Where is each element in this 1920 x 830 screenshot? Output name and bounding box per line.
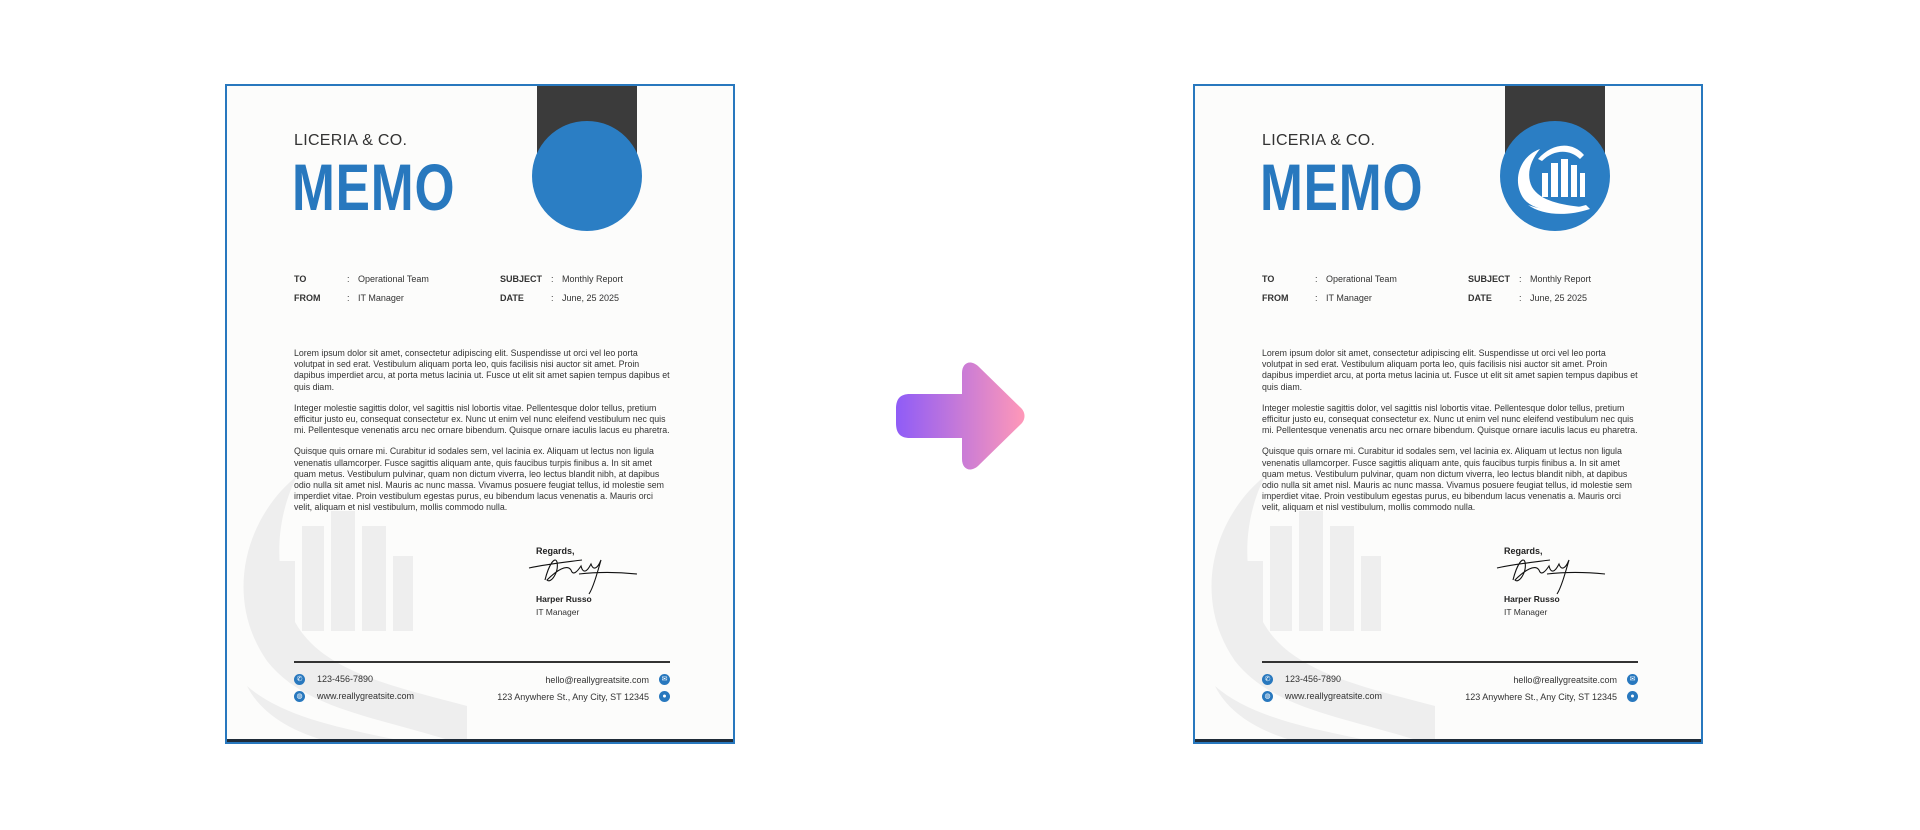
meta-value: June, 25 2025 — [1530, 293, 1588, 303]
footer-phone: 123-456-7890 — [317, 674, 374, 684]
meta-label: TO — [1262, 274, 1275, 284]
footer-divider — [1262, 661, 1638, 663]
bottom-rule — [227, 739, 733, 742]
memo-document-before — [225, 84, 735, 744]
footer-address: 123 Anywhere St., Any City, ST 12345 — [1465, 692, 1617, 702]
bottom-rule — [1195, 739, 1701, 742]
arrow-right-icon — [892, 357, 1028, 475]
meta-separator: : — [551, 293, 554, 303]
signer-name: Harper Russo — [536, 594, 592, 604]
meta-value: IT Manager — [1326, 293, 1372, 303]
memo-body — [294, 348, 670, 524]
memo-body — [1262, 348, 1638, 524]
body-paragraph: Integer molestie sagittis dolor, vel sagittis nisl lobortis vitae. Pellentesque dolor tellus, pretium efficitur justo eu, consequat consectetur ex. Nunc ut enim vel nunc eleifend vestibulum nec quis mi. Pellentesque venenatis arcu nec ornare bibendum. Quisque ornare iaculis lacus eu pharetra. — [294, 402, 670, 436]
meta-value: Monthly Report — [1530, 274, 1592, 284]
memo-title: MEMO — [1260, 150, 1424, 224]
footer-email[interactable]: hello@reallygreatsite.com — [1513, 675, 1617, 685]
meta-label: DATE — [1468, 293, 1492, 303]
meta-value: June, 25 2025 — [562, 293, 620, 303]
meta-value: Operational Team — [1326, 274, 1397, 284]
logo-badge-empty — [532, 121, 642, 231]
meta-separator: : — [347, 293, 350, 303]
meta-label: FROM — [294, 293, 321, 303]
body-paragraph: Quisque quis ornare mi. Curabitur id sodales sem, vel lacinia ex. Aliquam ut lectus non ligula venenatis ullamcorper. Fusce sagittis aliquam ante, quis faucibus turpis finibus a. In sit amet quam metus. Vestibulum pulvinar, quam non dictum viverra, leo lectus blandit nibh, at dapibus odio nulla sit amet nisl. Mauris ac nunc massa. Vivamus posuere feugiat tellus, id molestie sem imperdiet vitae. Proin vestibulum egestas purus, eu bibendum lacus venenatis a. Mauris orci velit, aliquam et nisl vestibulum, mollis commodo nulla. — [294, 446, 664, 513]
meta-separator: : — [1315, 274, 1318, 284]
body-paragraph: Quisque quis ornare mi. Curabitur id sodales sem, vel lacinia ex. Aliquam ut lectus non ligula venenatis ullamcorper. Fusce sagittis aliquam ante, quis faucibus turpis finibus a. In sit amet quam metus. Vestibulum pulvinar, quam non dictum viverra, leo lectus blandit nibh, at dapibus odio nulla sit amet nisl. Mauris ac nunc massa. Vivamus posuere feugiat tellus, id molestie sem imperdiet vitae. Proin vestibulum egestas purus, eu bibendum lacus venenatis a. Mauris orci velit, aliquam et nisl vestibulum, mollis commodo nulla. — [1262, 446, 1632, 513]
signature-image — [1495, 550, 1607, 596]
signature-image — [527, 550, 639, 596]
meta-label: SUBJECT — [500, 274, 543, 284]
footer-website[interactable]: www.reallygreatsite.com — [317, 691, 415, 701]
body-paragraph: Integer molestie sagittis dolor, vel sagittis nisl lobortis vitae. Pellentesque dolor tellus, pretium efficitur justo eu, consequat consectetur ex. Nunc ut enim vel nunc eleifend vestibulum nec quis mi. Pellentesque venenatis arcu nec ornare bibendum. Quisque ornare iaculis lacus eu pharetra. — [1262, 402, 1638, 436]
meta-value: Monthly Report — [562, 274, 624, 284]
company-name: LICERIA & CO. — [294, 132, 408, 149]
company-name: LICERIA & CO. — [1262, 132, 1376, 149]
regards-label: Regards, — [1504, 546, 1543, 556]
meta-separator: : — [1519, 293, 1522, 303]
regards-label: Regards, — [536, 546, 575, 556]
meta-label: TO — [294, 274, 307, 284]
signer-role: IT Manager — [536, 607, 580, 617]
meta-value: Operational Team — [358, 274, 429, 284]
globe-icon: ◍ — [294, 691, 305, 702]
memo-title: MEMO — [292, 150, 456, 224]
meta-separator: : — [1519, 274, 1522, 284]
map-pin-icon: ● — [659, 691, 670, 702]
phone-icon: ✆ — [294, 674, 305, 685]
envelope-icon: ✉ — [1627, 674, 1638, 685]
meta-label: FROM — [1262, 293, 1289, 303]
body-paragraph: Lorem ipsum dolor sit amet, consectetur adipiscing elit. Suspendisse ut orci vel leo porta volutpat in sed erat. Vestibulum aliquam porta leo, quis facilisis nisi auctor sit amet. Proin dapibus imperdiet arcu, at porta metus lacinia ut. Fusce ut elit sit amet sapien tempus dapibus et quis diam. — [1262, 348, 1638, 392]
body-paragraph: Lorem ipsum dolor sit amet, consectetur adipiscing elit. Suspendisse ut orci vel leo porta volutpat in sed erat. Vestibulum aliquam porta leo, quis facilisis nisi auctor sit amet. Proin dapibus imperdiet arcu, at porta metus lacinia ut. Fusce ut elit sit amet sapien tempus dapibus et quis diam. — [294, 348, 670, 392]
memo-document-after — [1193, 84, 1703, 744]
meta-separator: : — [551, 274, 554, 284]
meta-label: SUBJECT — [1468, 274, 1511, 284]
meta-label: DATE — [500, 293, 524, 303]
meta-separator: : — [347, 274, 350, 284]
building-logo — [1500, 121, 1610, 231]
meta-separator: : — [1315, 293, 1318, 303]
footer-website[interactable]: www.reallygreatsite.com — [1285, 691, 1383, 701]
signer-name: Harper Russo — [1504, 594, 1560, 604]
envelope-icon: ✉ — [659, 674, 670, 685]
footer-email[interactable]: hello@reallygreatsite.com — [545, 675, 649, 685]
signer-role: IT Manager — [1504, 607, 1548, 617]
footer-divider — [294, 661, 670, 663]
phone-icon: ✆ — [1262, 674, 1273, 685]
globe-icon: ◍ — [1262, 691, 1273, 702]
map-pin-icon: ● — [1627, 691, 1638, 702]
footer-address: 123 Anywhere St., Any City, ST 12345 — [497, 692, 649, 702]
meta-value: IT Manager — [358, 293, 404, 303]
footer-phone: 123-456-7890 — [1285, 674, 1342, 684]
